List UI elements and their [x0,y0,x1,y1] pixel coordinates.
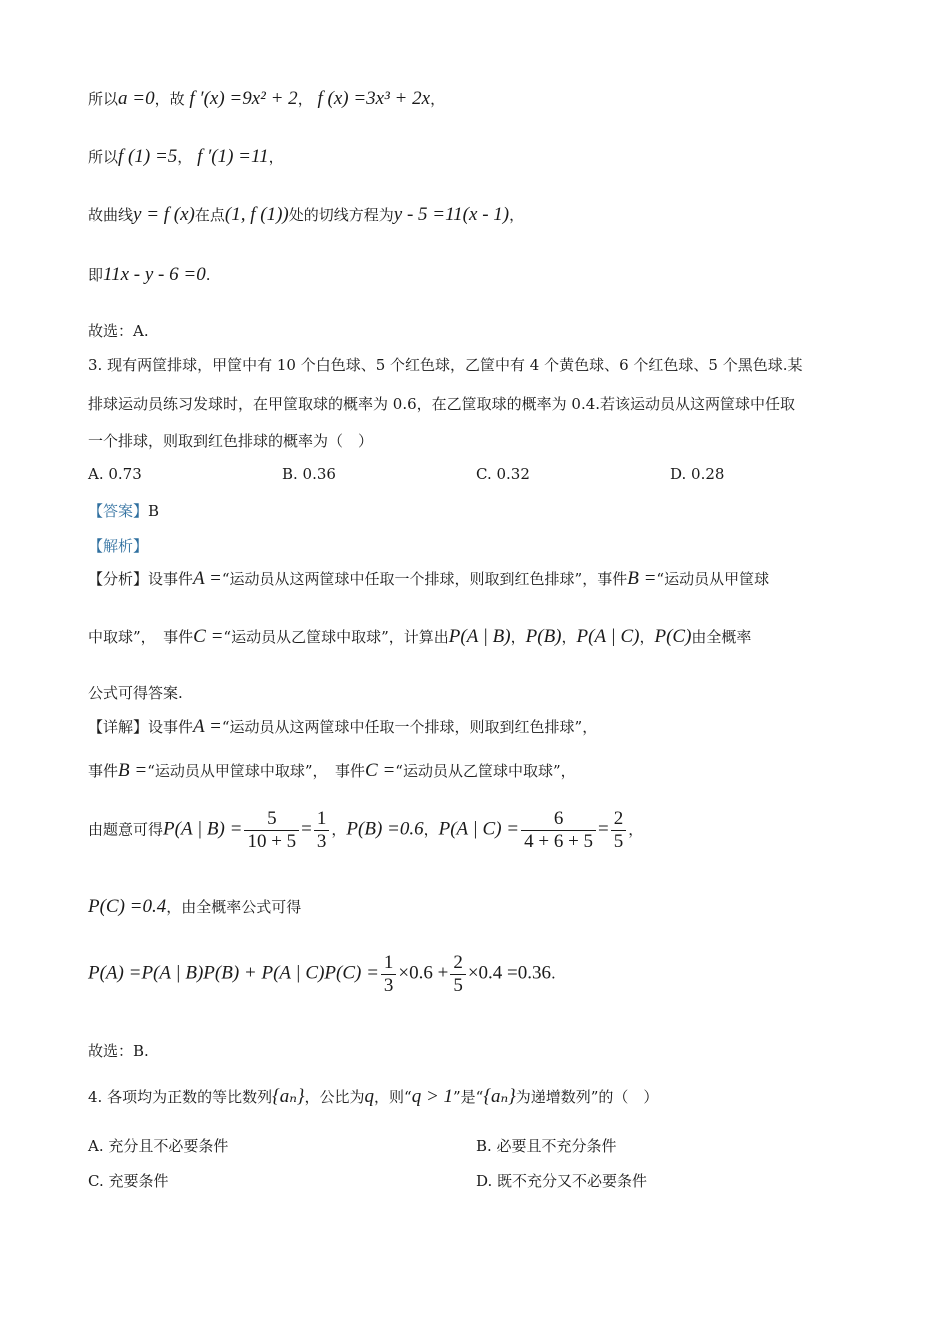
fraction: $\frac{1}{3}$ [314,808,330,853]
fenxi-line-1: 【分析】设事件A =“运动员从这两筐球中任取一个排球，则取到红色排球”，事件B =“运动员从甲筐球 [88,568,770,589]
math-fprime1: f ′(1) =11 [197,146,269,167]
solution-line-1: 所以a =0，故 f ′(x) =9x² + 2， f (x) =3x³ + 2x， [88,88,446,109]
fenxi-tag: 【分析】 [88,570,149,588]
choice-q3: 故选：B. [88,1042,149,1060]
xiangjie-tag: 【详解】 [88,718,149,736]
answer-tag: 【答案】 [88,502,149,520]
q4-option-c: C. 充要条件 [88,1172,169,1190]
q3-option-d: D. 0.28 [670,465,725,483]
fraction: $\frac{1}{3}$ [381,952,397,997]
fraction: $\frac{6}{4 + 6 + 5}$ [521,808,596,853]
math-f1: f (1) =5 [118,146,178,167]
q3-stem-line-1: 3. 现有两筐排球，甲筐中有 10 个白色球、5 个红色球，乙筐中有 4 个黄色球、6 个红色球、5 个黑色球.某 [88,356,803,374]
math-fprime: f ′(x) =9x² + 2 [189,88,298,109]
solution-line-2: 所以f (1) =5， f ′(1) =11， [88,146,284,167]
q4-option-d: D. 既不充分又不必要条件 [476,1172,648,1190]
q4-option-a: A. 充分且不必要条件 [88,1137,229,1155]
q3-option-b: B. 0.36 [282,465,336,483]
fraction: $\frac{5}{10 + 5}$ [244,808,299,853]
xiangjie-line-3: 由题意可得P(A | B) = $\frac{5}{10 + 5}$ = $\frac{1}{3}$ ，P(B) =0.6，P(A | C) = $\frac{6}{4 + 6 + 5}$ = $\frac{2}{5}$ ， [88,808,644,852]
math-a-eq-0: a =0 [118,88,155,109]
q3-stem-line-2: 排球运动员练习发球时，在甲筐取球的概率为 0.6，在乙筐取球的概率为 0.4.若该运动员从这两筐球中任取 [88,395,796,413]
xiangjie-line-2: 事件B =“运动员从甲筐球中取球”， 事件C =“运动员从乙筐球中取球”， [88,760,576,781]
fraction: $\frac{2}{5}$ [611,808,627,853]
math-point: (1, f (1)) [224,204,289,225]
math-tangent: y - 5 =11(x - 1) [393,204,510,225]
fenxi-line-3: 公式可得答案. [88,684,183,702]
solution-line-3: 故曲线y = f (x)在点(1, f (1))处的切线方程为y - 5 =11(x - 1)， [88,204,525,225]
xiangjie-line-5: P(A) =P(A | B)P(B) + P(A | C)P(C) = $\frac{1}{3}$ ×0.6 + $\frac{2}{5}$ ×0.4 =0.36. [88,952,556,996]
q4-stem: 4. 各项均为正数的等比数列{aₙ}，公比为q，则“q > 1”是“{aₙ}为递增数列”的（ ） [88,1086,659,1107]
q3-option-a: A. 0.73 [88,465,142,483]
xiangjie-line-4: P(C) =0.4，由全概率公式可得 [88,896,302,917]
choice-prev: 故选：A. [88,322,149,340]
fraction: $\frac{2}{5}$ [450,952,466,997]
solution-line-4: 即11x - y - 6 =0. [88,264,211,285]
xiangjie-line-1: 【详解】设事件A =“运动员从这两筐球中任取一个排球，则取到红色排球”， [88,716,598,737]
q4-option-b: B. 必要且不充分条件 [476,1137,617,1155]
q3-option-c: C. 0.32 [476,465,530,483]
math-curve: y = f (x) [133,204,195,225]
answer-value: B [148,502,160,520]
q3-answer [88,500,159,522]
fenxi-line-2: 中取球”， 事件C =“运动员从乙筐球中取球”，计算出P(A | B)，P(B)，P(A | C)，P(C)由全概率 [88,626,752,647]
math-line-eq: 11x - y - 6 =0 [103,264,206,285]
analysis-tag: 【解析】 [88,537,149,555]
q3-stem-line-3: 一个排球，则取到红色排球的概率为（ ） [88,432,374,450]
math-f: f (x) =3x³ + 2x [317,88,431,109]
